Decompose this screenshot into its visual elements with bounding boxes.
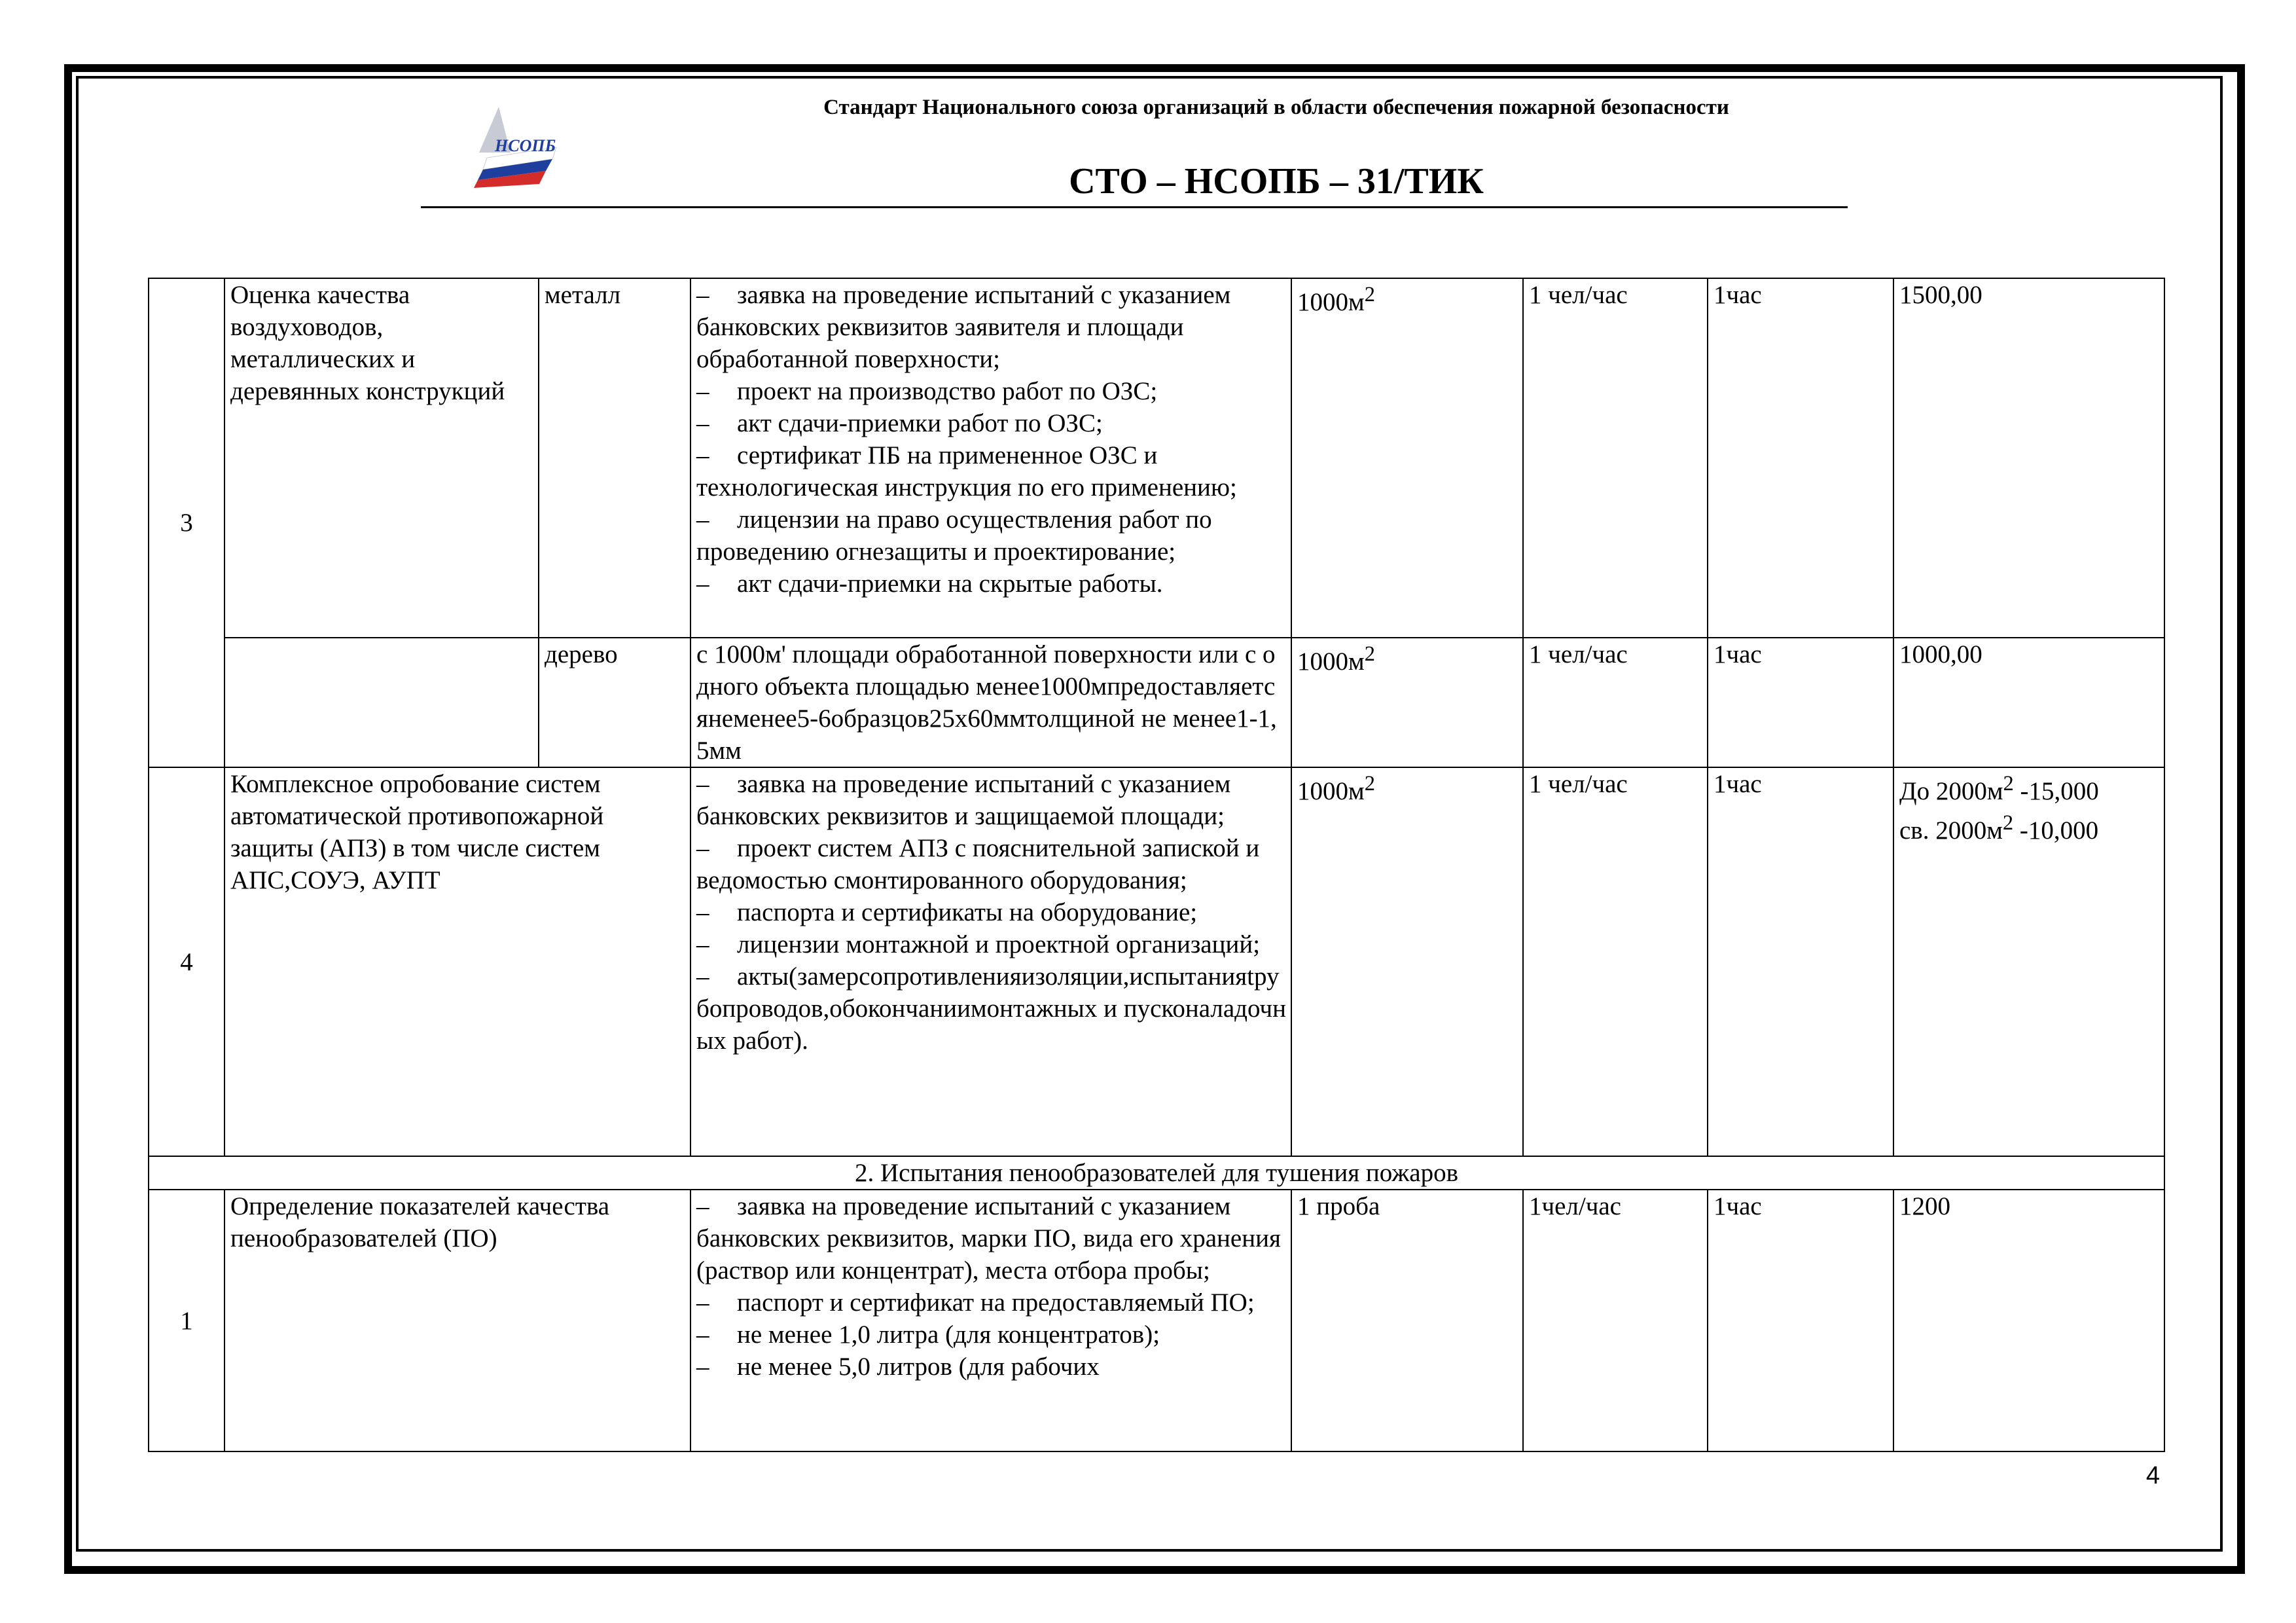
requirements-cell: с 1000м' площади обработанной поверхности или с одного объекта площадью менее1000мпредоставляетсянеменее5-6образцов25х60ммтолщиной не менее1-1,5мм — [691, 638, 1291, 767]
row-number: 1 — [149, 1190, 224, 1451]
requirement-item: – проект на производство работ по ОЗС; — [696, 377, 1158, 405]
unit-cell: $1000м^2$ — [1291, 767, 1523, 1156]
labor-cell: 1чел/час — [1523, 1190, 1708, 1451]
requirement-item: – паспорт и сертификат на предоставляемый ПО; — [696, 1288, 1255, 1317]
organization-title: Стандарт Национального союза организаций в области обеспечения пожарной безопасности — [823, 96, 1729, 119]
time-cell: 1час — [1708, 1190, 1893, 1451]
requirement-item: – акты(замерсопротивленияизоляции,испытанияtрубопроводов,обокончаниимонтажных и пусконаладочных работ). — [696, 962, 1286, 1055]
row-number: 3 — [149, 278, 224, 767]
labor-cell: 1 чел/час — [1523, 638, 1708, 767]
unit-cell: $1000м^2$ — [1291, 278, 1523, 638]
price-line: св. $2000м^2$ -10,000 — [1899, 811, 2099, 845]
material-cell: дерево — [539, 638, 691, 767]
table-row — [149, 1190, 2164, 1451]
time-cell: 1час — [1708, 278, 1893, 638]
labor-cell: 1 чел/час — [1523, 278, 1708, 638]
price-cell: 1000,00 — [1893, 638, 2164, 767]
nsopb-logo — [473, 107, 564, 189]
material-cell: металл — [539, 278, 691, 638]
table-row — [149, 278, 2164, 638]
requirements-cell — [691, 767, 1291, 1156]
header-rule — [421, 206, 1848, 208]
requirement-item: – не менее 5,0 литров (для рабочих — [696, 1353, 1100, 1381]
price-cell: 1200 — [1893, 1190, 2164, 1451]
requirement-item: – проект систем АПЗ с пояснительной запиской и ведомостью смонтированного оборудования; — [696, 834, 1260, 894]
requirement-item: – сертификат ПБ на примененное ОЗС и технологическая инструкция по его применению; — [696, 441, 1237, 501]
table-row — [149, 638, 2164, 767]
price-cell — [1893, 767, 2164, 1156]
unit-cell: $1000м^2$ — [1291, 638, 1523, 767]
page-number: 4 — [2145, 1462, 2160, 1489]
requirement-item: – паспорта и сертификаты на оборудование; — [696, 898, 1198, 926]
requirement-item: – акт сдачи-приемки на скрытые работы. — [696, 570, 1163, 598]
requirement-item: – заявка на проведение испытаний с указанием банковских реквизитов заявителя и площади обработанной поверхности; — [696, 281, 1231, 373]
requirement-item: – заявка на проведение испытаний с указанием банковских реквизитов и защищаемой площади; — [696, 770, 1231, 830]
time-cell: 1час — [1708, 767, 1893, 1156]
work-name-cell: Оценка качества воздуховодов, металлических и деревянных конструкций — [224, 278, 539, 638]
section-row — [149, 1156, 2164, 1190]
requirement-item: – лицензии монтажной и проектной организаций; — [696, 930, 1261, 958]
unit-cell: 1 проба — [1291, 1190, 1523, 1451]
tariff-table — [148, 278, 2165, 1452]
table-row — [149, 767, 2164, 1156]
labor-cell: 1 чел/час — [1523, 767, 1708, 1156]
price-cell: 1500,00 — [1893, 278, 2164, 638]
requirements-cell — [691, 278, 1291, 638]
requirement-item: – не менее 1,0 литра (для концентратов); — [696, 1321, 1160, 1349]
logo-text: НСОПБ — [495, 136, 556, 155]
requirement-item: – лицензии на право осуществления работ по проведению огнезащиты и проектирование; — [696, 505, 1212, 566]
section-title: 2. Испытания пенообразователей для тушения пожаров — [149, 1156, 2164, 1190]
row-number: 4 — [149, 767, 224, 1156]
requirement-item: – акт сдачи-приемки работ по ОЗС; — [696, 409, 1103, 437]
requirements-cell — [691, 1190, 1291, 1451]
time-cell: 1час — [1708, 638, 1893, 767]
price-line: До $2000м^2$ -15,000 — [1899, 772, 2099, 805]
work-name-cell: Комплексное опробование систем автоматической противопожарной защиты (АПЗ) в том числе систем АПС,СОУЭ, АУПТ — [224, 767, 691, 1156]
requirement-item: – заявка на проведение испытаний с указанием банковских реквизитов, марки ПО, вида его хранения (раствор или концентрат), места отбора пробы; — [696, 1192, 1281, 1285]
document-code: СТО – НСОПБ – 31/ТИК — [1069, 161, 1484, 202]
work-name-cell — [224, 638, 539, 767]
work-name-cell: Определение показателей качества пенообразователей (ПО) — [224, 1190, 691, 1451]
